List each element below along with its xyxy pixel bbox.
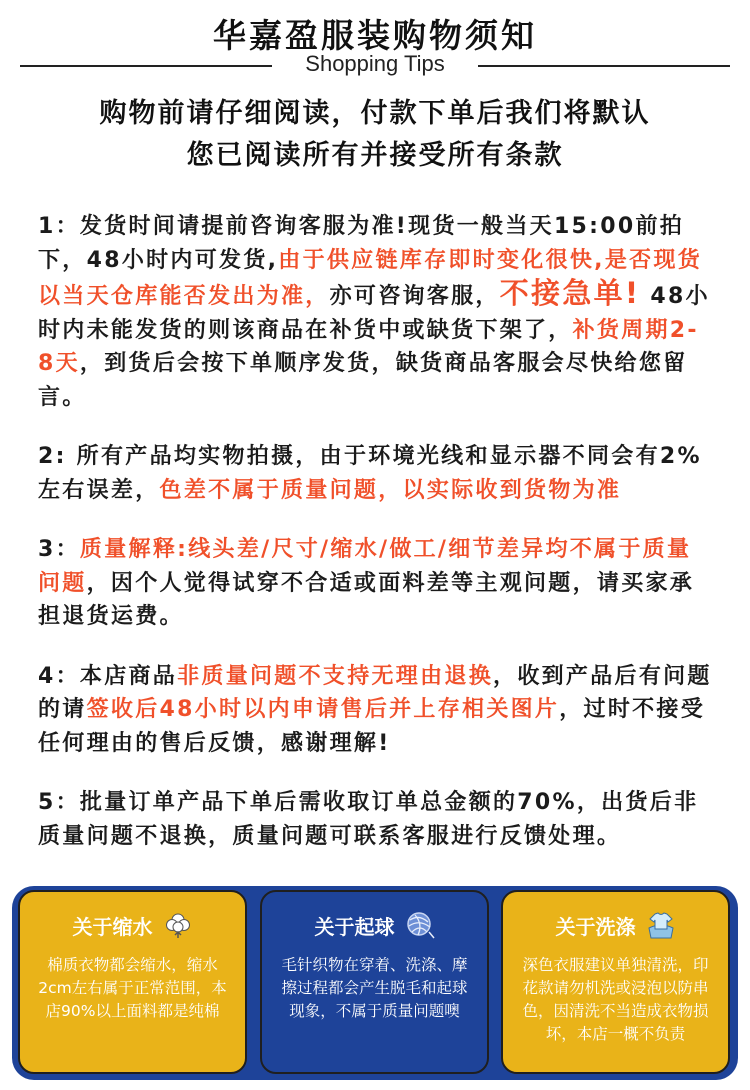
card-title: 关于起球: [314, 914, 395, 939]
term-highlight: 色差不属于质量问题，以实际收到货物为准: [159, 477, 622, 503]
term-5: [38, 786, 714, 853]
spacer: [38, 414, 714, 440]
divider-right: [478, 65, 730, 67]
term-segment: ，收到产品后有问题的请: [38, 663, 712, 722]
term-highlight: 非质量问题不支持无理由退换: [177, 663, 494, 689]
card-text: 毛针织物在穿着、洗涤、摩擦过程都会产生脱毛和起球现象，不属于质量问题噢: [281, 956, 468, 1020]
term-highlight: 由于供应链库存即时变化很快,是否现货以当天仓库能否发出为准，: [38, 247, 703, 309]
terms-list: [38, 210, 714, 853]
term-segment: 5：批量订单产品下单后需收取订单总金额的70%，出货后非质量问题不退换，质量问题可联系客服进行反馈处理。: [38, 790, 699, 849]
term-segment: ，过时不接受任何理由的售后反馈，感谢理解!: [38, 697, 706, 756]
term-segment: 3：: [38, 537, 80, 562]
spacer: [38, 507, 714, 533]
yarn-ball-icon: [405, 910, 435, 940]
reading-notice: [0, 93, 750, 177]
term-segment: ，到货后会按下单顺序发货，缺货商品客服会尽快给您留言。: [38, 351, 688, 410]
term-segment: 1：发货时间请提前咨询客服为准!现货一般当天15:00前拍下，48小时内可发货,: [38, 214, 685, 273]
term-4: [38, 660, 714, 761]
term-segment: 4：本店商品: [38, 663, 178, 689]
term-3: [38, 533, 714, 634]
spacer: [38, 634, 714, 660]
card-header: [503, 910, 728, 940]
term-segment: 48小时内未能发货的则该商品在补货中或缺货下架了，: [38, 284, 710, 343]
card-pilling: [260, 890, 489, 1074]
card-title: 关于缩水: [72, 914, 153, 939]
shirt-icon: [646, 910, 676, 940]
card-title: 关于洗涤: [555, 914, 636, 939]
term-highlight-big: 不接急单!: [499, 276, 641, 310]
subtitle-row: [0, 50, 750, 80]
card-washing: [501, 890, 730, 1074]
info-cards-panel: [12, 886, 738, 1080]
notice-line-2: 您已阅读所有并接受所有条款: [186, 140, 564, 171]
page-title: 华嘉盈服装购物须知: [213, 16, 537, 55]
term-highlight: 签收后48小时以内申请售后并上存相关图片: [86, 697, 560, 722]
card-text: 棉质衣物都会缩水，缩水2cm左右属于正常范围，本店90%以上面料都是纯棉: [38, 956, 227, 1020]
card-header: [20, 910, 245, 940]
card-shrinkage: [18, 890, 247, 1074]
card-header: [262, 910, 487, 940]
term-highlight: 补货周期2-8天: [38, 317, 699, 376]
spacer: [38, 760, 714, 786]
term-highlight: 质量解释:线头差/尺寸/缩水/做工/细节差异均不属于质量问题: [38, 537, 692, 596]
term-segment: ，因个人觉得试穿不合适或面料差等主观问题，请买家承担退货运费。: [38, 570, 695, 629]
notice-line-1: 购物前请仔细阅读，付款下单后我们将默认: [99, 98, 651, 129]
cotton-icon: [163, 910, 193, 940]
term-2: [38, 440, 714, 507]
term-1: [38, 210, 714, 414]
term-segment: 2: 所有产品均实物拍摄，由于环境光线和显示器不同会有2%左右误差，: [38, 444, 702, 503]
subtitle: Shopping Tips: [305, 51, 445, 76]
term-segment: 亦可咨询客服，: [329, 284, 500, 309]
card-text: 深色衣服建议单独清洗，印花款请勿机洗或浸泡以防串色，因清洗不当造成衣物损坏，本店一概不负责: [522, 956, 709, 1043]
